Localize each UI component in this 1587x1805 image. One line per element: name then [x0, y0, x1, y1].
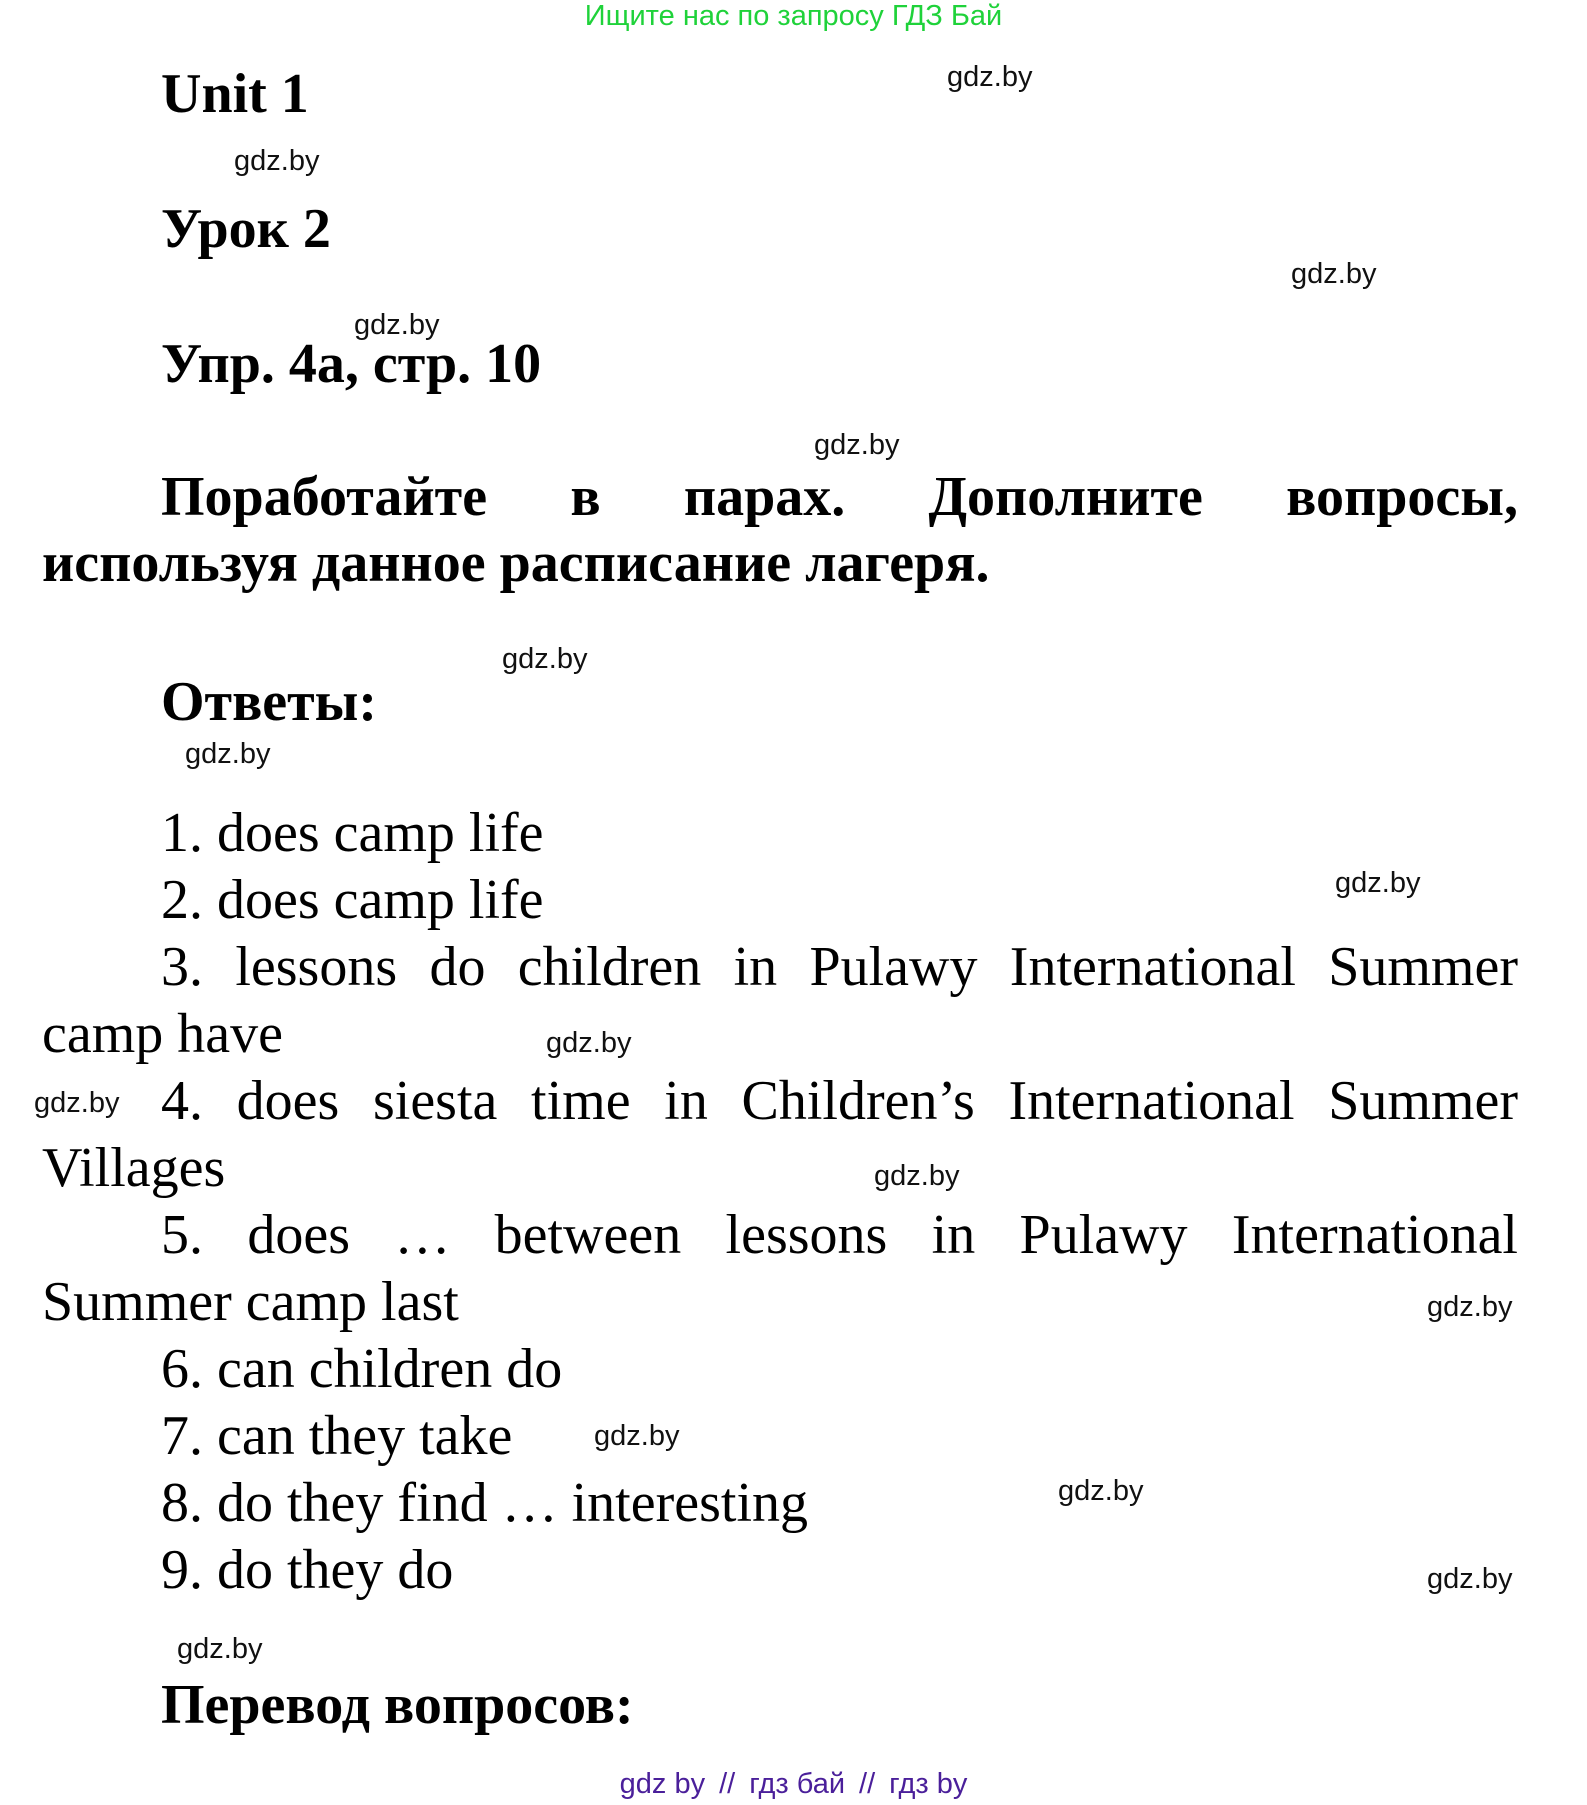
task-line-2: используя данное расписание лагеря.: [42, 532, 990, 594]
watermark: gdz.by: [1427, 1291, 1513, 1323]
task-line-1: Поработайте в парах. Дополните вопросы,: [161, 466, 1518, 528]
unit-heading: Unit 1: [161, 63, 309, 125]
watermark: gdz.by: [177, 1633, 263, 1665]
watermark: gdz.by: [546, 1027, 632, 1059]
answer-line: 6. can children do: [161, 1338, 563, 1400]
exercise-heading: Упр. 4а, стр. 10: [161, 333, 542, 395]
answer-line: 3. lessons do children in Pulawy International Summer: [161, 936, 1518, 998]
answer-line: camp have: [42, 1003, 283, 1065]
footer-text-2: гдз бай: [749, 1768, 846, 1800]
watermark: gdz.by: [234, 145, 320, 177]
footer-text-1: gdz by: [619, 1768, 706, 1800]
watermark: gdz.by: [1427, 1563, 1513, 1595]
watermark: gdz.by: [947, 61, 1033, 93]
answers-title: Ответы:: [161, 671, 378, 733]
watermark: gdz.by: [594, 1420, 680, 1452]
answer-line: Villages: [42, 1137, 226, 1199]
watermark: gdz.by: [874, 1160, 960, 1192]
watermark: gdz.by: [1058, 1475, 1144, 1507]
footer-separator: //: [719, 1768, 736, 1800]
footer-text-3: гдз by: [889, 1768, 968, 1800]
top-banner: Ищите нас по запросу ГДЗ Бай: [584, 0, 1003, 32]
answer-line: 8. do they find … interesting: [161, 1472, 809, 1534]
answer-line: Summer camp last: [42, 1271, 459, 1333]
lesson-heading: Урок 2: [161, 198, 331, 260]
answer-line: 9. do they do: [161, 1539, 454, 1601]
answer-line: 5. does … between lessons in Pulawy International: [161, 1204, 1518, 1266]
watermark: gdz.by: [354, 309, 440, 341]
watermark: gdz.by: [34, 1087, 120, 1119]
answer-line: 4. does siesta time in Children’s International Summer: [161, 1070, 1518, 1132]
watermark: gdz.by: [1291, 258, 1377, 290]
watermark: gdz.by: [185, 738, 271, 770]
answer-line: 7. can they take: [161, 1405, 513, 1467]
answer-line: 1. does camp life: [161, 802, 544, 864]
footer-banner: [0, 1768, 1587, 1801]
watermark: gdz.by: [1335, 867, 1421, 899]
watermark: gdz.by: [502, 643, 588, 675]
task-instruction: [42, 464, 1518, 596]
footer-separator: //: [859, 1768, 876, 1800]
answer-line: 2. does camp life: [161, 869, 544, 931]
watermark: gdz.by: [814, 429, 900, 461]
translation-title: Перевод вопросов:: [161, 1674, 634, 1736]
answers-list: [42, 800, 1518, 1604]
